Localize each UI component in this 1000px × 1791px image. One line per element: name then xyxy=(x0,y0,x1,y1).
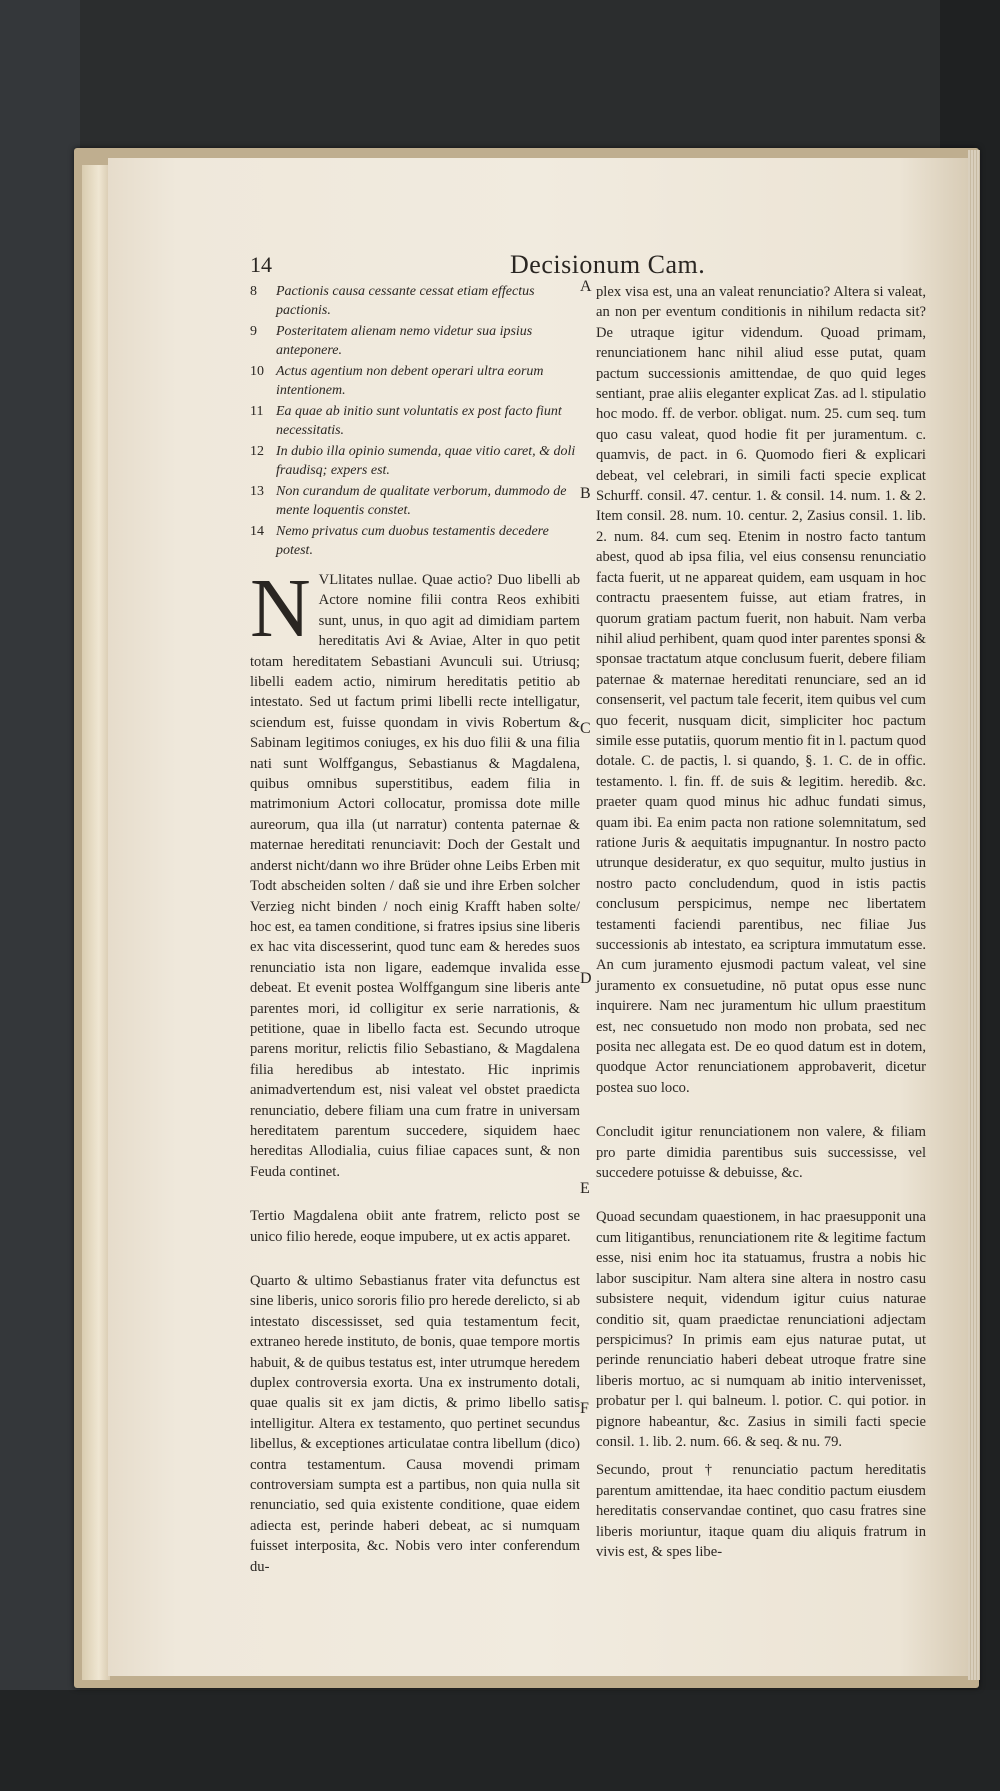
margin-letter-b: B xyxy=(580,485,591,502)
margin-letter-a: A xyxy=(580,278,592,295)
page-fore-edge xyxy=(968,150,980,1680)
dark-background-bottom xyxy=(0,1690,1000,1791)
summary-item: 14 Nemo privatus cum duobus testamentis decedere potest. xyxy=(250,524,549,558)
margin-letter-d: D xyxy=(580,970,592,987)
summary-list xyxy=(250,282,580,560)
paragraph-gap xyxy=(250,1255,580,1271)
margin-letter-c: C xyxy=(580,720,591,737)
summary-item: 13 Non curandum de qualitate verborum, dummodo de mente loquentis constet. xyxy=(250,484,567,518)
summary-item: 11 Ea quae ab initio sunt voluntatis ex post facto fiunt necessitatis. xyxy=(250,404,562,438)
body-paragraph: Concludit igitur renunciationem non valere, & filiam pro parte dimidia parentibus suis successisse, vel succedere potuisse & debuisse, &c. xyxy=(596,1124,926,1182)
summary-item: 12 In dubio illa opinio sumenda, quae vitio caret, & doli fraudisq; expers est. xyxy=(250,444,576,478)
margin-letter-f: F xyxy=(580,1400,589,1417)
summary-item: 10 Actus agentium non debent operari ultra eorum intentionem. xyxy=(250,364,544,398)
paragraph-gap xyxy=(596,1106,926,1122)
page-title: Decisionum Cam. xyxy=(510,250,706,279)
paragraph-gap xyxy=(596,1191,926,1207)
paragraph-gap xyxy=(250,1190,580,1206)
right-column xyxy=(596,282,926,1570)
body-paragraph: plex visa est, una an valeat renunciatio? Altera si valeat, an non per eventum conditionis in nihilum redacta sit? De utraque igitur videndum. Quoad primam, renunciationem hanc nihil aliud esse putat, quam pactum successionis amittendae, de quo quid leges sentiant, prae aliis eleganter explicat Zas. ad l. stipulatio hoc modo. ff. de verbor. obligat. num. 25. cum seq. tum quo casu valeat, quod hodie fit per juramentum. c. quamvis, de pact. in 6. Quomodo fieri & explicari debeat, vel celebrari, in simili facti specie explicat Schurff. consil. 47. centur. 1. & consil. 14. num. 1. & 2. Item consil. 28. num. 10. centur. 2, Zasius consil. 1. lib. 2. num. 84. cum seq. Etenim in nostro facto tantum abest, quod ab ipsa filia, vel eius consensu renunciatio facta fuerit, ut ne appareat quidem, eam usquam in hoc contractu praesentem fuisse, aut etiam fratres, in quorum gratiam pactum fuerit, non habuit. Nam verba nihil aliud perhibent, quam quod inter parentes sponsi & sponsae tractatum atque conclusum fuerit, debere filiam paternae & maternae hereditati renunciare, sed an id consenserit, vel pactum tale fecerit, item quibus vel cum quo fecerit, nusquam dicit, simpliciter hoc pactum simile esse putatiis, quorum mentio fit in l. pactum quod dotale. C. de pactis, l. si quando, §. 1. C. de in offic. testamento. l. fin. ff. de suis & legitim. heredib. &c. praeter quam quod minus hic adhuc fundati simus, quam ibi. Ea enim pacta non ratione solemnitatum, sed ratione Juris & aequitatis impugnantur. In nostro pacto utrunque desideratur, ex quo sequitur, multo justius in nostro pacto concludendum, quod in istis pactis conclusum perspicimus, nempe nec libertatem testamenti faciendi parentibus, nec filiae Jus successionis ab intestato, ea scriptura immutatum esse. An cum juramento ejusmodi pactum valeat, vel sine juramento ex consuetudine, nō putat opus esse nunc inquirere. Nam nec juramentum hic ullum praestitum est, nec consuetudo non modo non probata, sed nec posita nec allegata est. De eo quod datum est in dotem, quodque Actor renunciationem approbaverit, dicetur postea suo loco. xyxy=(596,284,926,1096)
body-paragraph: N VLlitates nullae. Quae actio? Duo libelli ab Actore nomine filii contra Reos exhibiti sunt, unus, in quo agit ad dimidiam partem hereditatis Avi & Aviae, Alter in quo petit totam hereditatem Sebastiani Avunculi sui. Utriusq; libelli eadem actio, nimirum hereditatis petitio ab intestato. Sed ut factum primi libelli recte intelligatur, sciendum est, fuisse quondam in vivis Robertum & Sabinam legitimos coniuges, ex his duo filii & una filia nati sunt Wolffgangus, Sebastianus & Magdalena, quibus omnibus superstitibus, eadem filia in matrimonium Actori collocatur, promissa dote mille aureorum, qua illa (ut narratur) contenta paternae & maternae hereditati renunciavit: Doch der Gestalt und anderst nicht/dann wo ihre Brüder ohne Leibs Erben mit Todt abscheiden solten / daß sie und ihre Erben solcher Verzieg nicht binden / noch einig Krafft haben solte/ hoc est, ea tamen conditione, si fratres ipsius sine liberis ex hac vita discesserint, quod tunc eam & heredes suos renunciatio ista non ligare, eademque invalida esse debeat. Et evenit postea Wolffgangum sine liberis ante parentes mori, id colligitur ex serie narrationis, & petitione, quae in libello facta est. Secundo utroque parens moritur, relictis filio Sebastiano, & Magdalena filia heredibus ab intestato. Hic inprimis animadvertendum est, nisi valeat vel obstet praedicta renunciatio, debere filiam una cum fratre in universam hereditatem parentum succedere, siquidem haec hereditas Allodialia, cuius filiae capaces sunt, & non Feuda continet. xyxy=(250,562,580,1180)
body-paragraph: Quoad secundam quaestionem, in hac praesupponit una cum litigantibus, renunciationem rite & legitime factum esse, nisi enim hoc ita statuamus, frustra a nobis hic labor suscipitur. Nam altera sine altera in nostro casu subsistere nequit, videndum igitur cuius naturae conditio sit, quam praedictae renunciationi adjectam perspicimus? In primis eam ejus naturae putat, ut perinde renunciatio haberi debeat utroque fratre sine liberis mortuo, ac si numquam ab initio intervenisset, probatur per l. qui balneum. l. potior. C. qui potior. in pignore habeantur, &c. Zasius in simili facti specie consil. 1. lib. 2. num. 66. & seq. & nu. 79. xyxy=(596,1209,926,1450)
page-number: 14 xyxy=(250,252,272,277)
body-paragraph: Tertio Magdalena obiit ante fratrem, relicto post se unico filio herede, eoque impubere, ut ex actis apparet. xyxy=(250,1208,580,1245)
left-column xyxy=(250,282,580,1585)
drop-cap: N xyxy=(250,562,311,655)
body-paragraph: Quarto & ultimo Sebastianus frater vita defunctus est sine liberis, unico sororis filio pro herede derelicto, si ab intestato discessisset, sed quia testamentum fecit, extraneo herede instituto, de bonis, quae tempore mortis habuit, & de quibus testatus est, inter utrumque heredem duplex controversia exorta. Una ex instrumento dotali, quae qualis sit ex jam dictis, & primo libello satis intelligitur. Altera ex testamento, quo pertinet secundus libellus, & exceptiones articulatae contra libellum (dico) contra testamentum. Causa movendi primam controversiam sumpta est a partibus, non quia nulla sit renunciatio, sed quia existente conditione, quae eidem adiecta est, perinde haberi debeat, ac si numquam fuisset interposita, &c. Nobis vero inter conferendum du- xyxy=(250,1273,580,1575)
body-paragraph: Secundo, prout † renunciatio pactum hereditatis parentum amittendae, ita haec conditio pactum eiusdem hereditatis conservandae continet, quo casu fratres sine liberis moriuntur, itaque quam diu aliquis fratrum in vivis est, & spes libe- xyxy=(596,1462,926,1560)
dark-background-left xyxy=(0,0,80,1791)
summary-item: 9 Posteritatem alienam nemo videtur sua ipsius anteponere. xyxy=(250,324,533,358)
margin-letter-e: E xyxy=(580,1180,590,1197)
summary-item: 8 Pactionis causa cessante cessat etiam effectus pactionis. xyxy=(250,284,535,318)
book-gutter-edge xyxy=(82,165,110,1680)
